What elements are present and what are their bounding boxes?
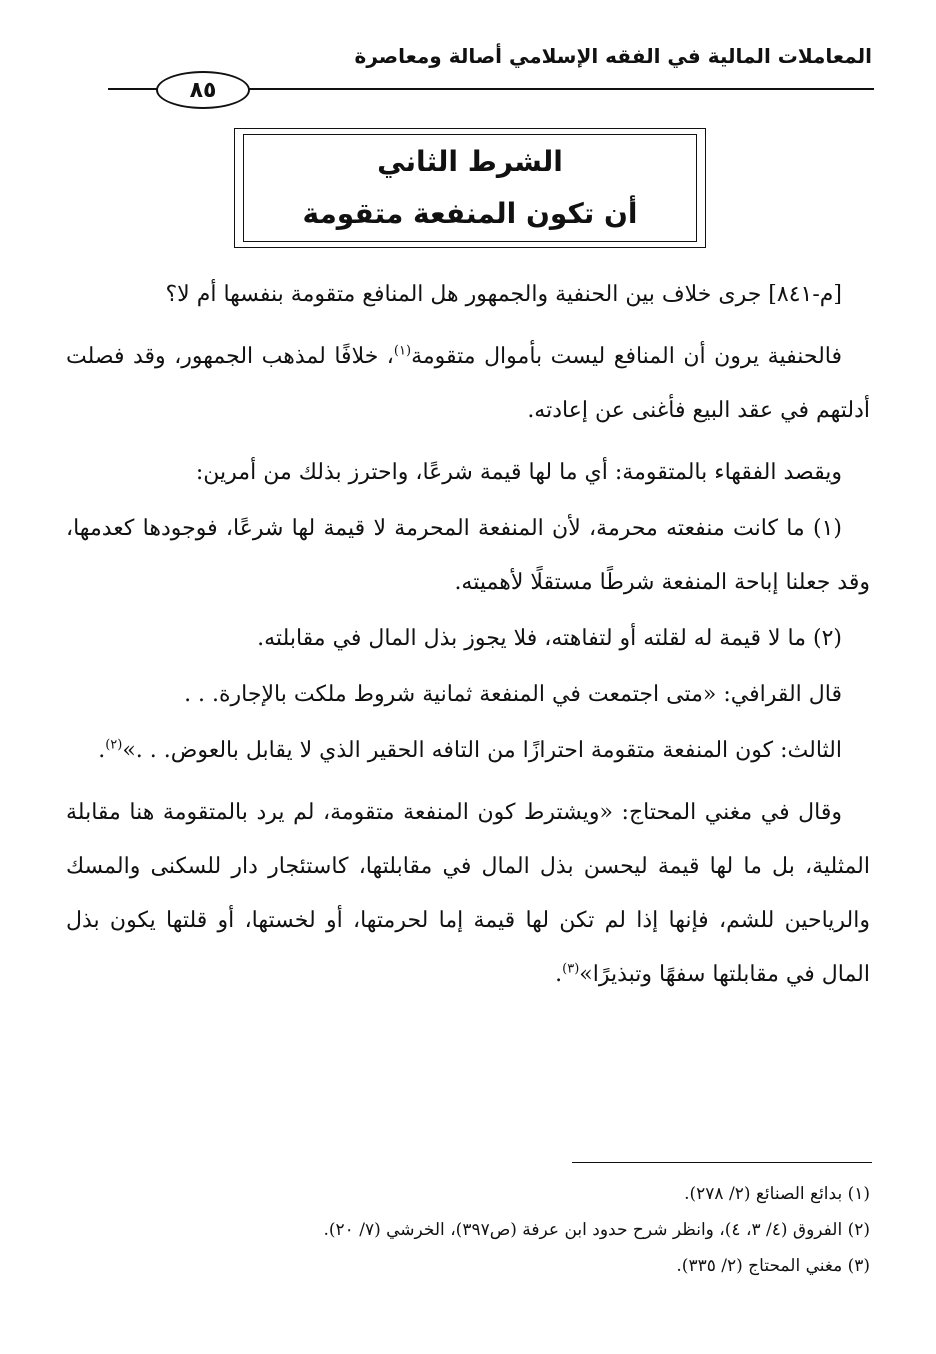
paragraph-7 [66,724,870,778]
paragraph-2-part-b: ، خلافًا لمذهب الجمهور، وقد فصلت أدلتهم في عقد البيع فأغنى عن إعادته. [66,344,870,423]
paragraph-2-part-a: فالحنفية يرون أن المنافع ليست بأموال متقومة [411,344,842,369]
footnotes [66,1176,870,1284]
paragraph-8-part-a: وقال في مغني المحتاج: «ويشترط كون المنفعة متقومة، لم يرد بالمتقومة هنا مقابلة المثلية، بل ما لها قيمة ليحسن بذل المال في مقابلتها، كاستئجار دار للسكنى والمسك والرياحين للشم، فإنها إذا لم تكن لها قيمة إما لحرمتها، أو لخستها، أو قلتها يكون بذل المال في مقابلتها سفهًا وتبذيرًا» [66,800,870,987]
page-number: ٨٥ [156,71,250,109]
paragraph-8-part-b: . [555,962,563,987]
footnote-ref-1: (١) [393,343,412,359]
paragraph-3: ويقصد الفقهاء بالمتقومة: أي ما لها قيمة شرعًا، واحترز بذلك من أمرين: [195,460,842,485]
body-text [66,268,870,1010]
paragraph-5: (٢) ما لا قيمة له لقلته أو لتفاهته، فلا يجوز بذل المال في مقابلته. [257,626,842,651]
paragraph-4: (١) ما كانت منفعته محرمة، لأن المنفعة المحرمة لا قيمة لها شرعًا، فوجودها كعدمها، وقد جعلنا إباحة المنفعة شرطًا مستقلًا لأهميته. [66,516,870,595]
paragraph-2 [66,330,870,438]
paragraph-8 [66,786,870,1002]
footnote-1: (١) بدائع الصنائع (٢/ ٢٧٨). [684,1184,870,1204]
section-title-line-1: الشرط الثاني [377,145,563,178]
section-title-line-2: أن تكون المنفعة متقومة [302,197,638,230]
section-title-box [234,128,706,248]
footnote-ref-2: (٢) [105,737,123,753]
footnote-2: (٢) الفروق (٤/ ٣، ٤)، وانظر شرح حدود ابن عرفة (ص٣٩٧)، الخرشي (٧/ ٢٠). [323,1220,870,1240]
footnote-rule [572,1162,872,1163]
paragraph-6: قال القرافي: «متى اجتمعت في المنفعة ثمانية شروط ملكت بالإجارة. . . [184,682,842,707]
paragraph-1: [م-٨٤١] جرى خلاف بين الحنفية والجمهور هل المنافع متقومة بنفسها أم لا؟ [165,282,842,307]
footnote-ref-3: (٣) [562,961,580,977]
paragraph-7-part-a: الثالث: كون المنفعة متقومة احترازًا من التافه الحقير الذي لا يقابل بالعوض. . .» [122,738,842,763]
footnote-3: (٣) مغني المحتاج (٢/ ٣٣٥). [676,1256,870,1276]
paragraph-7-part-b: . [98,738,106,763]
running-header: المعاملات المالية في الفقه الإسلامي أصالة ومعاصرة [354,44,872,68]
section-title-frame [243,134,697,242]
